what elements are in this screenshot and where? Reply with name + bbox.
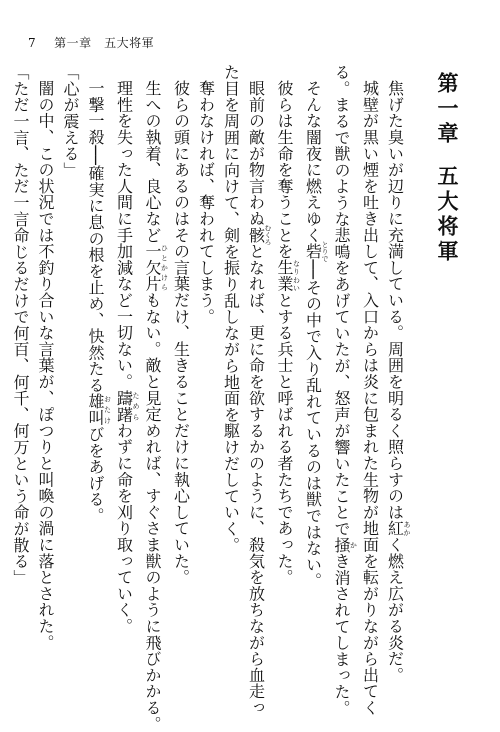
text-line: 一撃一殺──確実に息の根を止め、快然たる雄叫おたけびをあげる。 bbox=[86, 80, 112, 524]
text-line: 理性を失った人間に手加減など一切ない。躊躇ためらわずに命を刈り取っていく。 bbox=[114, 80, 140, 635]
text-line: 「心が震える」 bbox=[61, 64, 80, 179]
vertical-body-text bbox=[8, 64, 460, 732]
header-chapter-name: 五大将軍 bbox=[104, 36, 155, 50]
chapter-title-number: 第一章 bbox=[435, 72, 460, 147]
text-line: そんな闇夜に燃えゆく砦とりで──その中で入り乱れているのは獣ではない。 bbox=[303, 80, 329, 589]
chapter-title-name: 五大将軍 bbox=[435, 165, 460, 265]
ruby-base: 掻 bbox=[332, 536, 351, 554]
text-line: 彼らは生命を奪うことを生業なりわいとする兵士と呼ばれる者たちであった。 bbox=[275, 80, 301, 586]
ruby-akaku bbox=[385, 520, 411, 537]
paragraph-list bbox=[8, 64, 411, 732]
ruby-reading: ためら bbox=[132, 389, 140, 423]
ruby-reading: むくろ bbox=[264, 224, 272, 246]
ruby-base: 雄叫 bbox=[86, 393, 105, 426]
ruby-nariwai bbox=[275, 259, 301, 292]
text-line: 眼前の敵が物言わぬ骸むくろとなれば、更に命を欲するかのように、殺気を放ちながら血走っ bbox=[246, 80, 272, 716]
text-line: 闇の中、この状況では不釣り合いな言葉が、ぽつりと叫喚の渦に落とされた。 bbox=[36, 80, 55, 651]
ruby-hitokakera bbox=[143, 243, 169, 292]
ruby-reading: なりわい bbox=[292, 259, 301, 292]
ruby-reading: とりで bbox=[321, 240, 329, 262]
running-header bbox=[28, 34, 154, 51]
text-line: 「ただ一言、ただ一言命じるだけで何百、何千、何万という命が散る」 bbox=[11, 64, 30, 586]
text-line: た目を周囲に向けて、剣を振り乱しながら地面を駆けだしていく。 bbox=[221, 64, 241, 553]
ruby-base: 躊躇 bbox=[114, 389, 134, 423]
ruby-otake bbox=[86, 393, 112, 426]
ruby-base: 骸 bbox=[246, 224, 266, 246]
ruby-base: 紅 bbox=[385, 520, 405, 537]
chapter-title bbox=[435, 64, 460, 664]
ruby-reading: か bbox=[349, 536, 358, 554]
page-number: 7 bbox=[28, 36, 37, 50]
text-line: る。まるで獣のような悲鳴をあげていたが、怒声が響いたことで掻かき消されてしまった。 bbox=[332, 64, 358, 717]
header-chapter: 第一章 bbox=[54, 36, 92, 50]
ruby-tamera bbox=[114, 389, 140, 423]
text-line: 焦げた臭いが辺りに充満している。周囲を明るく照らすのは紅あかく燃え広がる炎だ。 bbox=[385, 80, 411, 684]
ruby-toride bbox=[303, 240, 329, 262]
ruby-mukuro bbox=[246, 224, 272, 246]
ruby-reading: あか bbox=[403, 520, 411, 537]
text-line: 彼らの頭にあるのはその言葉だけ、生きることだけに執心していた。 bbox=[171, 80, 191, 586]
ruby-base: 生業 bbox=[275, 259, 294, 292]
ruby-kaki bbox=[332, 536, 358, 554]
ruby-reading: おたけ bbox=[103, 393, 112, 426]
text-line: 奪わなければ、奪われてしまう。 bbox=[196, 80, 216, 325]
text-line: 生への執着、良心など一欠片ひとかけらもない。敵と見定めれば、すぐさま獣のように飛びかかる。 bbox=[143, 80, 169, 732]
text-line: 城壁が黒い煙を吐き出して、入口からは炎に包まれた生物が地面を転がりながら出てく bbox=[360, 80, 380, 716]
ruby-base: 一欠片 bbox=[143, 243, 162, 292]
ruby-base: 砦 bbox=[303, 240, 323, 262]
ruby-reading: ひとかけら bbox=[160, 243, 169, 292]
